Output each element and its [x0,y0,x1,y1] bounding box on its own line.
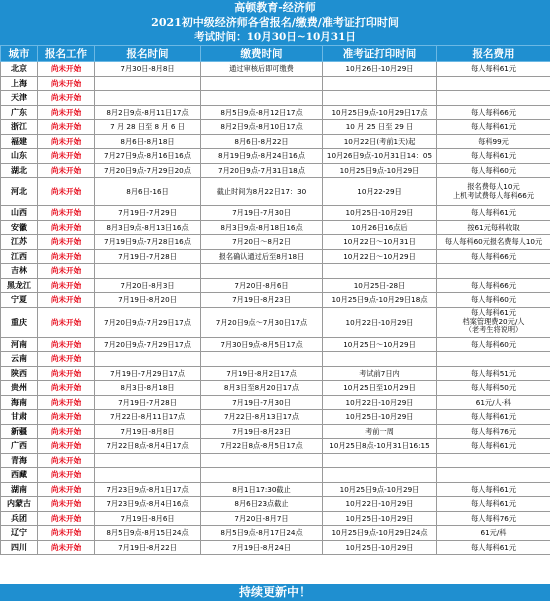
cell-admission-ticket-time: 10月22日～10月29日 [323,249,437,264]
cell-payment-time: 8月5日9点-8月12日17点 [201,105,323,120]
cell-status: 尚未开始 [38,453,95,468]
table-row [1,62,550,77]
column-header-payment-time: 缴费时间 [201,46,323,62]
cell-registration-time: 7 月 28 日至 8 月 6 日 [95,120,201,135]
cell-payment-time [201,91,323,106]
cell-fee [437,76,550,91]
cell-registration-time [95,91,201,106]
cell-registration-time: 7月20日9点-7月29日20点 [95,163,201,178]
cell-registration-time: 7月27日9点-8月16日16点 [95,149,201,164]
cell-admission-ticket-time [323,91,437,106]
cell-admission-ticket-time: 10 月 25 日至 29 日 [323,120,437,135]
cell-registration-time: 7月22日8点-8月4日17点 [95,439,201,454]
cell-registration-time: 7月23日9点-8月4日16点 [95,497,201,512]
cell-status: 尚未开始 [38,134,95,149]
cell-payment-time: 8月1日17:30截止 [201,482,323,497]
cell-city: 宁夏 [1,293,38,308]
cell-registration-time: 8月3日-8月18日 [95,381,201,396]
cell-city: 北京 [1,62,38,77]
cell-city: 广西 [1,439,38,454]
cell-fee: 61元/科 [437,526,550,541]
cell-admission-ticket-time [323,468,437,483]
table-row [1,366,550,381]
cell-city: 上海 [1,76,38,91]
cell-fee: 每人每科51元 [437,366,550,381]
cell-fee: 每人每科50元 [437,381,550,396]
column-header-city: 城市 [1,46,38,62]
cell-status: 尚未开始 [38,62,95,77]
cell-status: 尚未开始 [38,526,95,541]
cell-fee: 每科99元 [437,134,550,149]
cell-payment-time: 8月6日-8月22日 [201,134,323,149]
cell-admission-ticket-time: 10月22日(考前1天)起 [323,134,437,149]
cell-registration-time: 8月3日9点-8月13日16点 [95,220,201,235]
table-row [1,424,550,439]
cell-city: 兵团 [1,511,38,526]
cell-payment-time: 7月19日-8月2日17点 [201,366,323,381]
cell-status: 尚未开始 [38,278,95,293]
cell-admission-ticket-time [323,264,437,279]
cell-registration-time: 7月20日9点-7月29日17点 [95,337,201,352]
cell-admission-ticket-time: 10月22日～10月31日 [323,235,437,250]
cell-city: 陕西 [1,366,38,381]
table-header-row [1,46,550,62]
table-row [1,220,550,235]
cell-status: 尚未开始 [38,163,95,178]
cell-payment-time [201,352,323,367]
cell-registration-time: 8月6日-8月18日 [95,134,201,149]
cell-fee: 每人每科61元 [437,410,550,425]
cell-status: 尚未开始 [38,482,95,497]
cell-payment-time: 7月20日9点～7月30日17点 [201,307,323,337]
cell-status: 尚未开始 [38,120,95,135]
cell-status: 尚未开始 [38,337,95,352]
cell-registration-time: 7月22日-8月11日17点 [95,410,201,425]
cell-admission-ticket-time: 10月25日9点-10月29日18点 [323,293,437,308]
cell-fee: 每人每科61元 [437,497,550,512]
cell-payment-time: 8月3日至8月20日17点 [201,381,323,396]
cell-fee: 每人每科61元 [437,62,550,77]
cell-payment-time [201,468,323,483]
cell-registration-time: 8月2日9点-8月11日17点 [95,105,201,120]
cell-registration-time: 7月19日-8月20日 [95,293,201,308]
cell-payment-time: 7月30日9点-8月5日17点 [201,337,323,352]
cell-city: 贵州 [1,381,38,396]
footer-banner: 持续更新中！ [0,584,550,601]
exam-time-banner: 考试时间：10月30日~10月31日 [0,30,550,45]
cell-admission-ticket-time: 10月25日9点-10月29日24点 [323,526,437,541]
cell-fee: 每人每科60元 [437,337,550,352]
cell-fee: 61元/人·科 [437,395,550,410]
table-row [1,497,550,512]
cell-city: 新疆 [1,424,38,439]
cell-status: 尚未开始 [38,497,95,512]
cell-payment-time: 报名确认通过后至8月18日 [201,249,323,264]
cell-registration-time: 7月19日-8月6日 [95,511,201,526]
cell-city: 黑龙江 [1,278,38,293]
cell-registration-time: 7月30日-8月8日 [95,62,201,77]
cell-admission-ticket-time [323,76,437,91]
cell-admission-ticket-time: 考前一周 [323,424,437,439]
cell-payment-time: 8月5日9点-8月17日24点 [201,526,323,541]
cell-admission-ticket-time: 10月25日9点-10月29日17点 [323,105,437,120]
cell-admission-ticket-time: 10月22日-10月29日 [323,497,437,512]
cell-registration-time: 7月19日-8月22日 [95,540,201,555]
cell-payment-time [201,453,323,468]
cell-fee [437,453,550,468]
cell-city: 安徽 [1,220,38,235]
cell-city: 吉林 [1,264,38,279]
cell-fee: 每人每科61元 [437,540,550,555]
cell-fee: 每人每科66元 [437,249,550,264]
cell-admission-ticket-time: 10月25日9点-10月29日 [323,163,437,178]
cell-status: 尚未开始 [38,410,95,425]
cell-city: 浙江 [1,120,38,135]
cell-city: 河南 [1,337,38,352]
table-row [1,293,550,308]
cell-status: 尚未开始 [38,249,95,264]
cell-admission-ticket-time: 10月26日9点-10月31日14：05 [323,149,437,164]
cell-city: 云南 [1,352,38,367]
cell-registration-time: 7月23日9点-8月1日17点 [95,482,201,497]
table-row [1,91,550,106]
cell-registration-time: 7月20日9点-7月29日17点 [95,307,201,337]
cell-fee: 每人每科61元 档案管理费20元/人 （老考生将说明） [437,307,550,337]
cell-admission-ticket-time: 10月22日-10月29日 [323,307,437,337]
cell-admission-ticket-time: 10月25日-10月29日 [323,206,437,221]
schedule-table [0,45,550,555]
org-banner: 高顿教育-经济师 [0,0,550,15]
cell-registration-time: 7月19日-7月28日 [95,395,201,410]
cell-fee: 每人每科66元 [437,278,550,293]
table-row [1,149,550,164]
table-row [1,468,550,483]
cell-registration-time: 7月19日9点-7月28日16点 [95,235,201,250]
cell-city: 福建 [1,134,38,149]
cell-payment-time: 8月6日23点截止 [201,497,323,512]
table-row [1,134,550,149]
cell-payment-time: 7月19日-8月24日 [201,540,323,555]
cell-fee [437,352,550,367]
cell-payment-time: 7月22日-8月13日17点 [201,410,323,425]
cell-admission-ticket-time: 10月25日～10月29日 [323,337,437,352]
table-row [1,120,550,135]
cell-admission-ticket-time: 10月25日至10月29日 [323,381,437,396]
cell-city: 广东 [1,105,38,120]
cell-payment-time: 通过审核后即可缴费 [201,62,323,77]
cell-city: 内蒙古 [1,497,38,512]
cell-fee: 报名费每人10元 上机考试费每人每科66元 [437,178,550,206]
cell-fee: 每人每科61元 [437,149,550,164]
table-row [1,526,550,541]
cell-registration-time [95,352,201,367]
cell-admission-ticket-time: 10月25日-10月29日 [323,410,437,425]
cell-registration-time: 7月19日-7月28日 [95,249,201,264]
cell-status: 尚未开始 [38,366,95,381]
cell-status: 尚未开始 [38,293,95,308]
cell-payment-time [201,264,323,279]
cell-admission-ticket-time: 10月25日-28日 [323,278,437,293]
cell-payment-time: 7月19日-7月30日 [201,206,323,221]
cell-registration-time [95,264,201,279]
cell-payment-time: 7月22日8点-8月5日17点 [201,439,323,454]
table-row [1,178,550,206]
table-row [1,410,550,425]
cell-registration-time: 7月19日-8月8日 [95,424,201,439]
cell-fee: 每人每科61元 [437,120,550,135]
cell-fee: 每人每科76元 [437,511,550,526]
cell-fee: 每人每科60元 [437,163,550,178]
cell-admission-ticket-time [323,352,437,367]
cell-admission-ticket-time: 10月25日-10月29日 [323,511,437,526]
cell-city: 青海 [1,453,38,468]
cell-payment-time: 7月20日-8月6日 [201,278,323,293]
cell-registration-time [95,76,201,91]
cell-admission-ticket-time: 10月25日9点-10月29日 [323,482,437,497]
column-header-registration-time: 报名时间 [95,46,201,62]
table-row [1,249,550,264]
cell-payment-time: 7月19日-7月30日 [201,395,323,410]
table-row [1,352,550,367]
cell-admission-ticket-time: 10月22-29日 [323,178,437,206]
cell-admission-ticket-time [323,453,437,468]
cell-city: 湖北 [1,163,38,178]
cell-fee [437,468,550,483]
table-row [1,206,550,221]
cell-payment-time: 7月19日-8月23日 [201,293,323,308]
cell-status: 尚未开始 [38,220,95,235]
cell-status: 尚未开始 [38,511,95,526]
cell-status: 尚未开始 [38,381,95,396]
table-row [1,453,550,468]
table-row [1,235,550,250]
cell-payment-time: 8月19日9点-8月24日16点 [201,149,323,164]
cell-registration-time: 7月19日-7月29日 [95,206,201,221]
page-title: 2021初中级经济师各省报名/缴费/准考证打印时间 [0,15,550,30]
cell-city: 辽宁 [1,526,38,541]
column-header-status: 报名工作 [38,46,95,62]
cell-status: 尚未开始 [38,178,95,206]
cell-city: 湖南 [1,482,38,497]
table-row [1,511,550,526]
table-row [1,76,550,91]
cell-registration-time: 8月6日-16日 [95,178,201,206]
cell-payment-time: 截止时间为8月22日17：30 [201,178,323,206]
table-row [1,482,550,497]
table-row [1,381,550,396]
cell-city: 四川 [1,540,38,555]
cell-registration-time [95,453,201,468]
table-row [1,163,550,178]
cell-city: 江苏 [1,235,38,250]
cell-status: 尚未开始 [38,91,95,106]
cell-status: 尚未开始 [38,468,95,483]
cell-fee: 每人每科60元 [437,293,550,308]
cell-registration-time: 7月20日-8月3日 [95,278,201,293]
cell-fee: 每人每科60元报名费每人10元 [437,235,550,250]
cell-status: 尚未开始 [38,206,95,221]
cell-city: 山东 [1,149,38,164]
cell-admission-ticket-time: 考试前7日内 [323,366,437,381]
cell-status: 尚未开始 [38,307,95,337]
table-row [1,337,550,352]
cell-status: 尚未开始 [38,424,95,439]
cell-payment-time [201,76,323,91]
cell-payment-time: 7月20日9点-7月31日18点 [201,163,323,178]
cell-city: 重庆 [1,307,38,337]
cell-status: 尚未开始 [38,76,95,91]
cell-city: 天津 [1,91,38,106]
cell-payment-time: 7月20日-8月7日 [201,511,323,526]
cell-status: 尚未开始 [38,439,95,454]
cell-city: 甘肃 [1,410,38,425]
cell-admission-ticket-time: 10月26日-10月29日 [323,62,437,77]
cell-payment-time: 7月19日-8月23日 [201,424,323,439]
cell-city: 海南 [1,395,38,410]
table-body [1,62,550,555]
cell-fee: 每人每科76元 [437,424,550,439]
cell-fee: 按61元每科收取 [437,220,550,235]
cell-registration-time: 7月19日-7月29日17点 [95,366,201,381]
cell-city: 河北 [1,178,38,206]
cell-status: 尚未开始 [38,352,95,367]
table-row [1,264,550,279]
cell-fee: 每人每科66元 [437,105,550,120]
cell-city: 山西 [1,206,38,221]
table-row [1,395,550,410]
column-header-fee: 报名费用 [437,46,550,62]
cell-status: 尚未开始 [38,105,95,120]
cell-city: 江西 [1,249,38,264]
table-row [1,439,550,454]
cell-admission-ticket-time: 10月26日16点后 [323,220,437,235]
cell-city: 西藏 [1,468,38,483]
cell-status: 尚未开始 [38,264,95,279]
cell-payment-time: 8月3日9点-8月18日16点 [201,220,323,235]
table-row [1,105,550,120]
cell-status: 尚未开始 [38,149,95,164]
table-row [1,540,550,555]
cell-payment-time: 8月2日9点-8月10日17点 [201,120,323,135]
cell-fee: 每人每科61元 [437,206,550,221]
cell-status: 尚未开始 [38,395,95,410]
cell-registration-time: 8月5日9点-8月15日24点 [95,526,201,541]
cell-fee [437,91,550,106]
cell-fee: 每人每科61元 [437,439,550,454]
cell-admission-ticket-time: 10月25日8点-10月31日16:15 [323,439,437,454]
cell-payment-time: 7月20日～8月2日 [201,235,323,250]
column-header-admission-ticket-time: 准考证打印时间 [323,46,437,62]
cell-admission-ticket-time: 10月22日-10月29日 [323,395,437,410]
cell-registration-time [95,468,201,483]
table-row [1,278,550,293]
cell-status: 尚未开始 [38,540,95,555]
cell-fee [437,264,550,279]
cell-status: 尚未开始 [38,235,95,250]
table-row [1,307,550,337]
cell-admission-ticket-time: 10月25日-10月29日 [323,540,437,555]
cell-fee: 每人每科61元 [437,482,550,497]
